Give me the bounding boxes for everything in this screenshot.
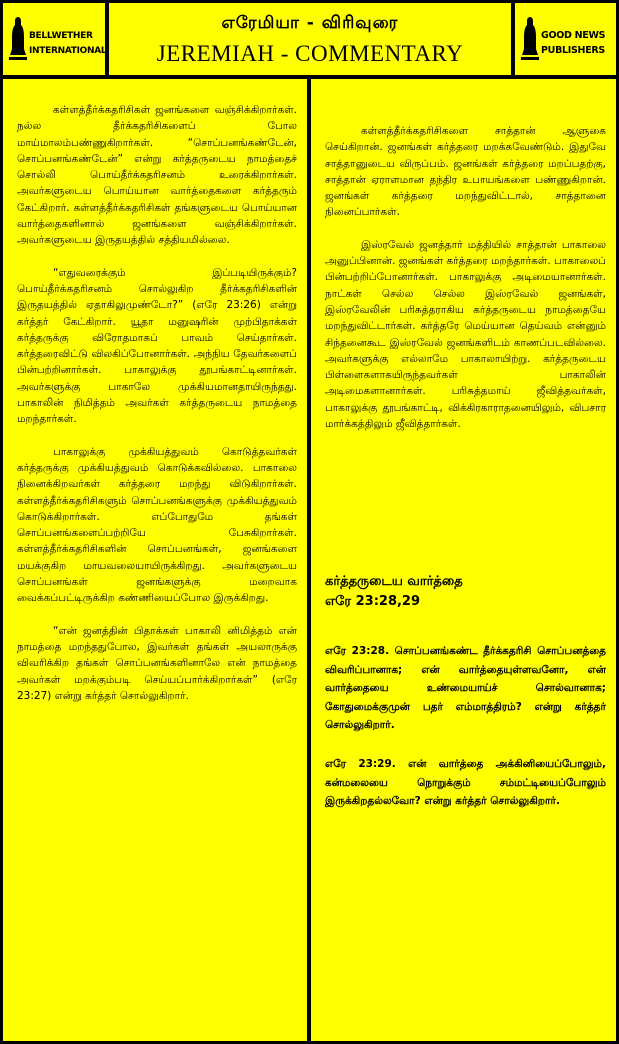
left-column-text bbox=[17, 102, 297, 720]
header-right-cell bbox=[515, 3, 616, 75]
title-english: JEREMIAH - COMMENTARY bbox=[156, 41, 464, 66]
left-paragraph: “எதுவரைக்கும் இப்படியிருக்கும்? பொய்தீர்க்கதரிசனம் சொல்லுகிற தீர்க்கதரிசிகளின் இருதயத்தில் ஏதாகிலுமுண்டோ?” (எரே 23:26) என்று கர்த்தர் கேட்கிறார். யூதா மனுஷரின் முற்பிதாக்கள் கர்த்தருக்கு விரோதமாகப் பாவம் செய்தார்கள். கர்த்தரைவிட்டு விலகிப்போனார்கள். அந்நிய தேவர்களைப் பின்பற்றினார்கள். பாகாலுக்கு தூபங்காட்டினார்கள். அவர்களுக்கு பாகாலே முக்கியமானதாயிருந்தது. பாகாலின் நிமித்தம் அவர்கள் கர்த்தருடைய நாமத்தை மறந்தார்கள். bbox=[17, 266, 297, 426]
good-news-logo bbox=[521, 15, 611, 65]
header-title-cell bbox=[109, 3, 511, 75]
bellwether-logo bbox=[9, 15, 107, 65]
left-column bbox=[3, 79, 307, 1041]
publisher-bell-icon bbox=[521, 15, 539, 63]
verse-text: எரே 23:28. சொப்பனங்கண்ட தீர்க்கதரிசி சொப்பனத்தை விவரிப்பானாக; என் வார்த்தையுள்ளவனோ, என் வார்த்தையை உண்மையாய்ச் சொல்வானாக; கோதுமைக்குமுன் பதர் எம்மாத்திரம்? என்று கர்த்தர் சொல்லுகிறார். bbox=[325, 645, 606, 732]
left-logo-line1: BELLWETHER bbox=[29, 31, 93, 41]
verse-heading-line2: எரே 23:28,29 bbox=[325, 594, 421, 609]
left-paragraph: பாகாலுக்கு முக்கியத்துவம் கொடுத்தவர்கள் கர்த்தருக்கு முக்கியத்துவம் கொடுக்கவில்லை. பாகாலை நினைக்கிறவர்கள் கர்த்தரை மறந்து விடுகிறார்கள். கள்ளத்தீர்க்கதரிசிகளும் சொப்பனங்களுக்கு முக்கியத்துவம் கொடுக்கிறார்கள். எப்போதுமே தங்கள் சொப்பனங்களைப்பற்றியே பேசுகிறார்கள். கள்ளத்தீர்க்கதரிசிகளின் சொப்பனங்கள், ஜனங்களை மயக்குகிற மாயவலையாயிருக்கிறது. அவர்களுடைய சொப்பனங்கள் ஜனங்களுக்கு மறைவாக வைக்கப்பட்டிருக்கிற கண்ணியைப்போல இருக்கிறது. bbox=[17, 445, 297, 605]
right-column bbox=[311, 79, 616, 1041]
header-left-cell bbox=[3, 3, 105, 75]
right-paragraph: இஸ்ரவேல் ஜனத்தார் மத்தியில் சாத்தான் பாகாலை அனுப்பினான். ஜனங்கள் கர்த்தரை மறந்தார்கள். பாகாலைப் பின்பற்றிப்போனார்கள். பாகாலுக்கு அடிமையானார்கள். நாட்கள் செல்ல செல்ல இஸ்ரவேல் ஜனங்கள், இஸ்ரவேலின் பரிசுத்தராகிய கர்த்தருடைய நாமத்தையே மறந்துவிட்டார்கள். கர்த்தரே மெய்யான தெய்வம் என்னும் சிந்தனைகூட இஸ்ரவேல் ஜனங்களிடம் காணப்படவில்லை. அவர்களுக்கு எல்லாமே பாகாலாயிற்று. கர்த்தருடைய பிள்ளைகளாகயிருந்தவர்கள் பாகாலின் அடிமைகளானார்கள். பரிசுத்தமாய் ஜீவித்தவர்கள், பாகாலுக்கு தூபங்காட்டி, விக்கிரகாராதனையிலும், விபசார மார்க்கத்திலும் ஜீவித்தார்கள். bbox=[325, 238, 606, 431]
verse-heading-line1: கர்த்தருடைய வார்த்தை bbox=[325, 574, 463, 589]
left-paragraph: “என் ஜனத்தின் பிதாக்கள் பாகாலி னிமித்தம் என் நாமத்தை மறந்ததுபோல, இவர்கள் தங்கள் அயலாருக்கு விவரிக்கிற தங்கள் சொப்பனங்களினாலே என் நாமத்தை அவர்கள் மறக்கும்படி செய்யப்பார்க்கிறார்கள்” (எரே 23:27) என்று கர்த்தர் சொல்லுகிறார். bbox=[17, 624, 297, 702]
left-paragraph: கள்ளத்தீர்க்கதரிசிகள் ஜனங்களை வஞ்சிக்கிறார்கள். நல்ல தீர்க்கதரிசிகளைப் போல மாய்மாலம்பண்ணுகிறார்கள். “சொப்பனங்கண்டேன், சொப்பனங்கண்டேன்” என்று கர்த்தருடைய நாமத்தைச் சொல்லி பொய்தீர்க்கதரிசனம் உரைக்கிறார்கள். அவர்களுடைய பொய்யான வார்த்தைகளை கர்த்தரும் கேட்கிறார். கள்ளத்தீர்க்கதரிசிகள் தங்களுடைய பொய்யான வார்த்தைகளினால் ஜனங்களை வஞ்சிக்கிறார்கள். அவர்களுடைய இருதயத்தில் சத்தியமில்லை. bbox=[17, 104, 297, 247]
right-logo-line1: GOOD NEWS bbox=[541, 30, 606, 41]
title-tamil: எரேமியா - விரிவுரை bbox=[221, 13, 399, 33]
verses-block bbox=[325, 642, 606, 831]
right-logo-line2: PUBLISHERS bbox=[541, 45, 605, 56]
verse-heading bbox=[325, 572, 606, 612]
bell-icon bbox=[9, 15, 27, 63]
right-column-text bbox=[325, 123, 606, 448]
left-logo-line2: INTERNATIONAL bbox=[29, 46, 107, 56]
right-paragraph: கள்ளத்தீர்க்கதரிசிகளை சாத்தான் ஆளுகை செய்கிறான். ஜனங்கள் கர்த்தரை மறக்கவேண்டும். இதுவே சாத்தானுடைய விருப்பம். ஜனங்கள் கர்த்தரை மறப்பதற்கு, சாத்தான் ஏராளமான தந்திர உபாயங்களை பண்ணுகிறான். ஜனங்கள் கர்த்தரை மறந்துவிட்டால், சாத்தானை நினைப்பார்கள். bbox=[325, 125, 606, 219]
verse-text: எரே 23:29. என் வார்த்தை அக்கினியைப்போலும், கன்மலையை நொறுக்கும் சம்மட்டியைப்போலும் இருக்கிறதல்லவோ? என்று கர்த்தர் சொல்லுகிறார். bbox=[325, 757, 606, 808]
